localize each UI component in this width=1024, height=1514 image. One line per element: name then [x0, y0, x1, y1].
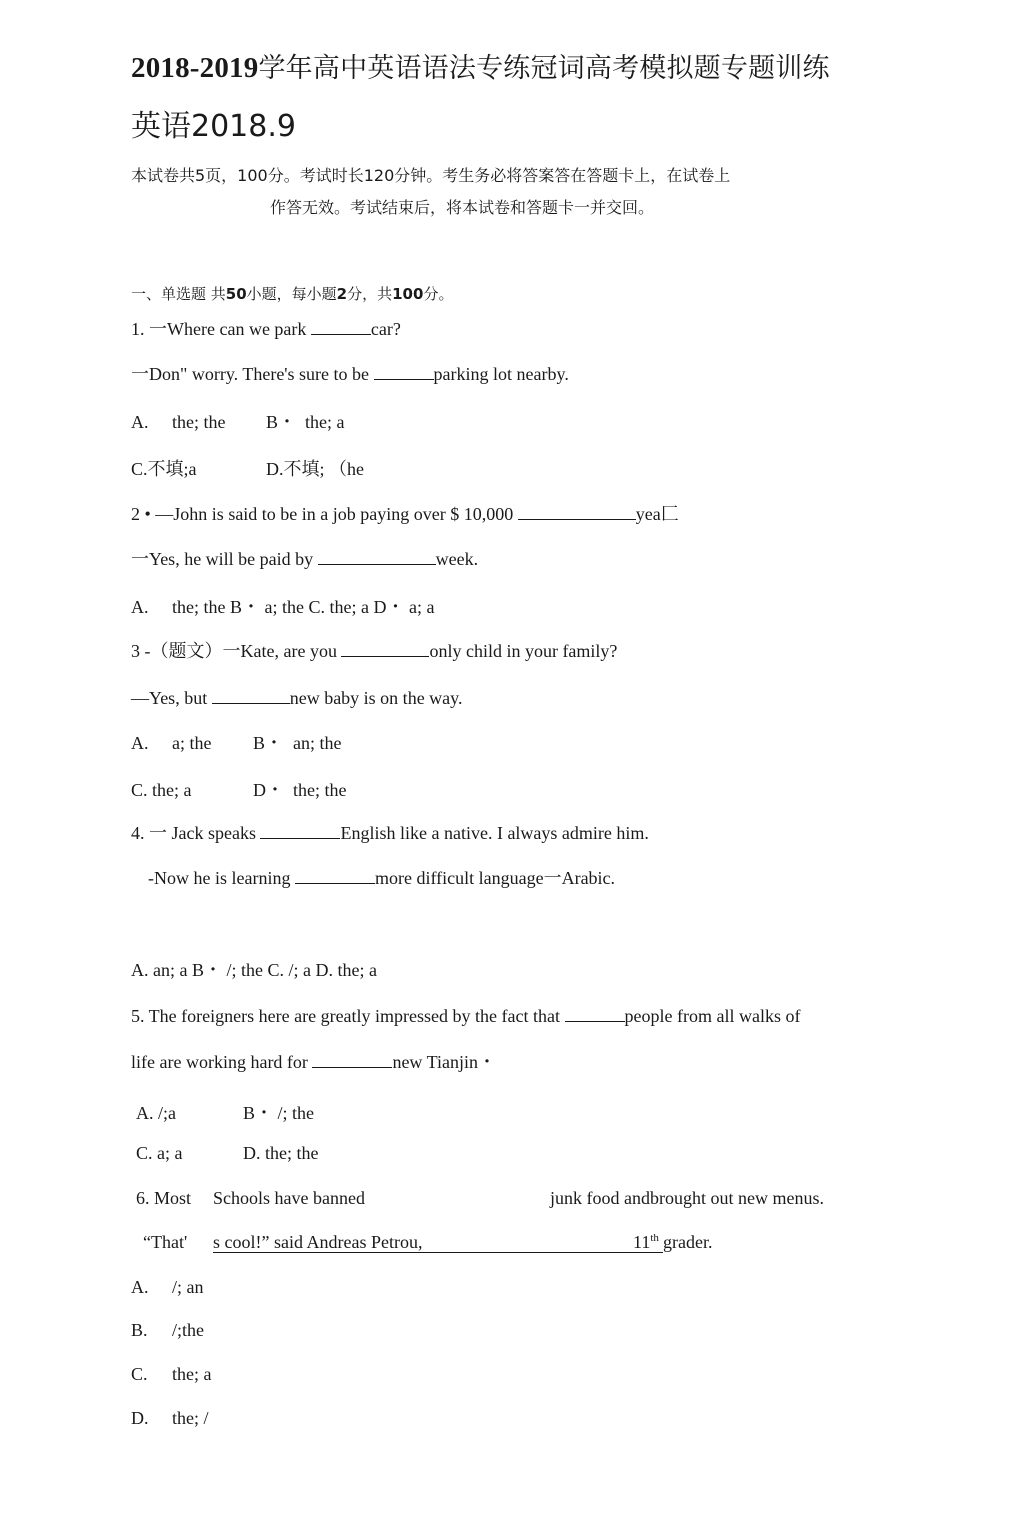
- q3-option-a-label: A.: [131, 733, 149, 753]
- q3-stem-line1: [131, 640, 617, 662]
- q6-option-d: the; /: [172, 1408, 209, 1428]
- q2-options-label: A.: [131, 597, 149, 617]
- section-heading: [131, 283, 453, 305]
- q2-text-b: yea匚: [635, 504, 679, 524]
- q6-stem-line2-d: grader.: [663, 1232, 713, 1252]
- q6-stem-line2-a: “That': [143, 1232, 188, 1252]
- q5-blank-2: [312, 1051, 392, 1068]
- q1-text-c: 一Don" worry. There's sure to be: [131, 364, 374, 384]
- q3-option-d-label: D・: [253, 780, 284, 800]
- q6-option-c: the; a: [172, 1364, 212, 1384]
- q4-options: A. an; a B・ /; the C. /; a D. the; a: [131, 960, 377, 980]
- q1-text-a: 1. 一Where can we park: [131, 319, 311, 339]
- q5-text-a: 5. The foreigners here are greatly impressed by the fact that: [131, 1006, 565, 1026]
- q6-option-b: /;the: [172, 1320, 204, 1340]
- q6-text-quote: s cool!” said Andreas Petrou,: [213, 1232, 423, 1252]
- q5-blank-1: [565, 1005, 625, 1022]
- q2-blank-2: [318, 548, 436, 565]
- section-points: 2: [336, 285, 348, 303]
- section-suffix: 分。: [423, 285, 454, 303]
- q3-text-c: —Yes, but: [131, 688, 212, 708]
- q4-stem-line1: [131, 822, 649, 844]
- q3-stem-line2: [131, 687, 463, 709]
- q5-stem-line2: [131, 1051, 496, 1073]
- q4-blank-1: [260, 822, 340, 839]
- q2-stem-line2: [131, 548, 478, 570]
- q4-text-d: more difficult language一Arabic.: [374, 868, 616, 888]
- section-total: 100: [392, 285, 424, 303]
- q6-option-b-label: B.: [131, 1320, 148, 1340]
- q3-option-d: the; the: [293, 780, 347, 800]
- q5-text-b: people from all walks of: [624, 1006, 801, 1026]
- q5-stem-line1: [131, 1005, 800, 1027]
- q4-text-b: English like a native. I always admire him.: [340, 823, 649, 843]
- q6-text-grade: [633, 1231, 659, 1253]
- q1-option-c: C.不填;a: [131, 459, 197, 479]
- title-year: 2018-2019: [131, 52, 259, 84]
- q5-option-b: B・ /; the: [243, 1103, 314, 1123]
- q6-grade-sup: th: [650, 1232, 659, 1244]
- q3-text-b: only child in your family?: [429, 641, 618, 661]
- q6-option-a: /; an: [172, 1277, 204, 1297]
- q1-text-b: car?: [370, 319, 401, 339]
- q6-stem-line1-a: 6. Most: [136, 1188, 192, 1208]
- q3-blank-1: [341, 640, 429, 657]
- page-subtitle: 英语2018.9: [131, 109, 296, 144]
- q4-stem-line2: [148, 867, 615, 889]
- q1-stem-line1: [131, 318, 401, 340]
- notice-line-2: 作答无效。考试结束后，将本试卷和答题卡一并交回。: [270, 198, 655, 217]
- q6-stem-line2-underlined: [213, 1231, 663, 1253]
- q2-text-c: 一Yes, he will be paid by: [131, 549, 318, 569]
- section-mid2: 分，共: [347, 285, 393, 303]
- q1-option-b-label: B・: [266, 412, 297, 432]
- q5-option-a: A. /;a: [136, 1103, 176, 1123]
- q1-option-a: the; the: [172, 412, 226, 432]
- q2-blank-1: [518, 503, 636, 520]
- q6-option-a-label: A.: [131, 1277, 149, 1297]
- q4-blank-2: [295, 867, 375, 884]
- q6-option-c-label: C.: [131, 1364, 148, 1384]
- q2-text-a: 2 • —John is said to be in a job paying over $ 10,000: [131, 504, 518, 524]
- section-prefix: 一、单选题 共: [131, 285, 226, 303]
- q1-blank-1: [311, 318, 371, 335]
- q5-text-c: life are working hard for: [131, 1052, 313, 1072]
- q3-option-b-label: B・: [253, 733, 284, 753]
- q2-stem-line1: [131, 503, 679, 525]
- q3-text-d: new baby is on the way.: [289, 688, 463, 708]
- q5-text-d: new Tianjin・: [392, 1052, 496, 1072]
- section-mid1: 小题，每小题: [246, 285, 337, 303]
- q2-text-d: week.: [435, 549, 479, 569]
- q3-option-b: an; the: [293, 733, 342, 753]
- q6-option-d-label: D.: [131, 1408, 149, 1428]
- notice-line-1: 本试卷共5页，100分。考试时长120分钟。考生务必将答案答在答题卡上，在试卷上: [131, 166, 731, 185]
- section-count: 50: [225, 285, 247, 303]
- q6-stem-line1-c: junk food andbrought out new menus.: [550, 1188, 824, 1208]
- q3-option-a: a; the: [172, 733, 212, 753]
- q6-grade-number: 11: [633, 1232, 651, 1252]
- q1-option-a-label: A.: [131, 412, 149, 432]
- q4-text-c: -Now he is learning: [148, 868, 295, 888]
- title-text: 学年高中英语语法专练冠词高考模拟题专题训练: [258, 53, 830, 84]
- q2-options: the; the B・ a; the C. the; a D・ a; a: [172, 597, 435, 617]
- q1-option-b: the; a: [305, 412, 345, 432]
- page-title: [131, 50, 830, 87]
- q1-text-d: parking lot nearby.: [433, 364, 569, 384]
- q5-option-c: C. a; a: [136, 1143, 183, 1163]
- q3-option-c: C. the; a: [131, 780, 192, 800]
- q3-text-a: 3 -（题文）一Kate, are you: [131, 641, 342, 661]
- q1-blank-2: [374, 363, 434, 380]
- q1-stem-line2: [131, 363, 569, 385]
- q3-blank-2: [212, 687, 290, 704]
- q4-text-a: 4. 一 Jack speaks: [131, 823, 261, 843]
- q1-option-d: D.不填; （he: [266, 459, 364, 479]
- q6-stem-line1-b: Schools have banned: [213, 1188, 365, 1208]
- q5-option-d: D. the; the: [243, 1143, 319, 1163]
